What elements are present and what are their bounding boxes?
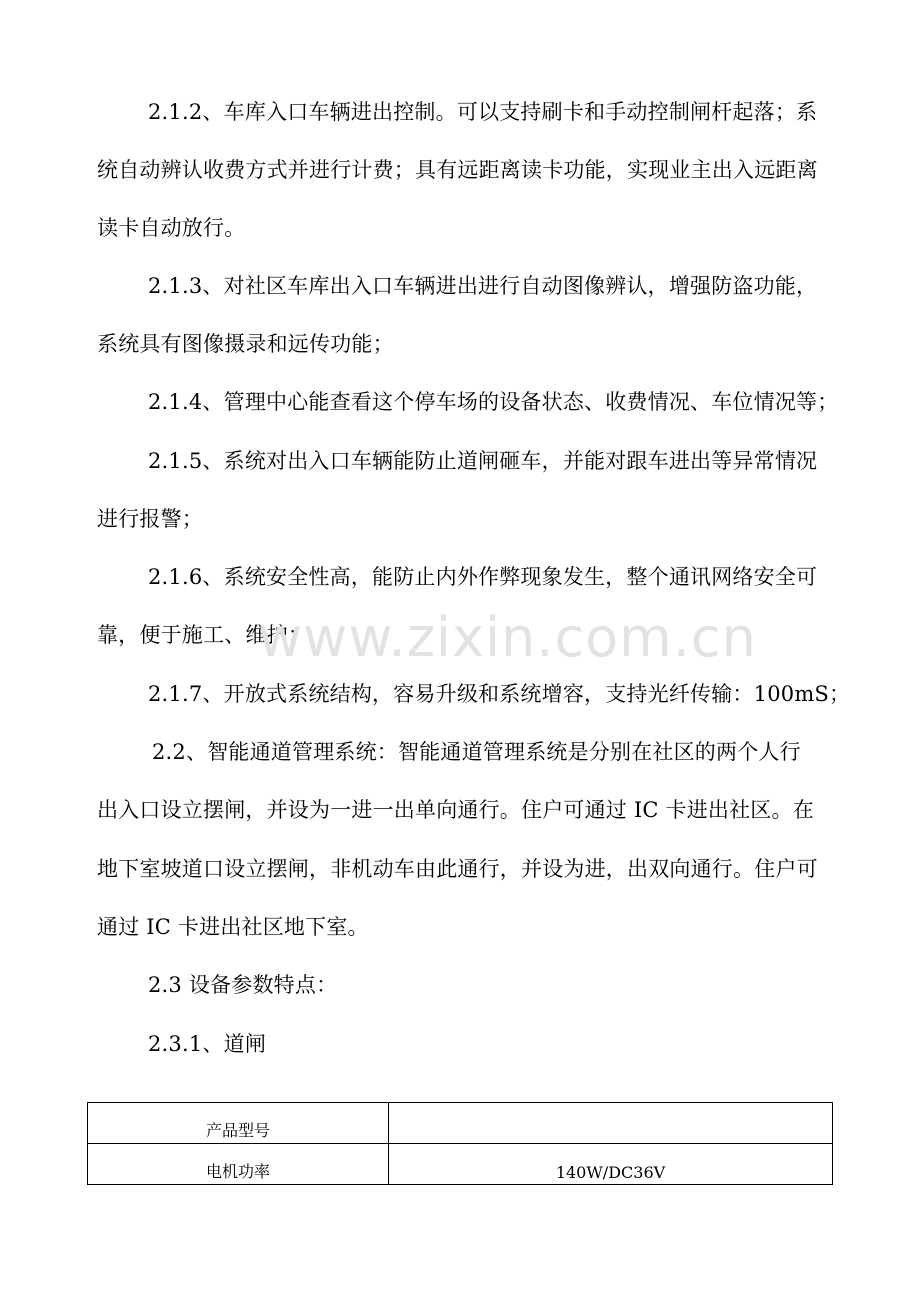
paragraph-line: 2.1.6、系统安全性高，能防止内外作弊现象发生，整个通讯网络安全可: [148, 565, 818, 589]
paragraph-line: 2.1.5、系统对出入口车辆能防止道闸砸车，并能对跟车进出等异常情况: [148, 449, 818, 473]
paragraph-line: 靠，便于施工、维护；: [97, 623, 309, 647]
section-heading: 2.3 设备参数特点：: [148, 973, 338, 997]
paragraph-line: 系统具有图像摄录和远传功能；: [97, 332, 394, 356]
paragraph-line: 读卡自动放行。: [97, 216, 246, 240]
paragraph-line: 2.1.7、开放式系统结构，容易升级和系统增容，支持光纤传输：100mS；: [148, 682, 851, 706]
paragraph-line: 2.1.4、管理中心能查看这个停车场的设备状态、收费情况、车位情况等；: [148, 390, 839, 414]
paragraph-line: 出入口设立摆闸，并设为一进一出单向通行。住户可通过 IC 卡进出社区。在: [97, 798, 814, 822]
table-row: [88, 1103, 833, 1144]
table-cell-label: 产品型号: [88, 1103, 389, 1144]
paragraph-line: 2.1.2、车库入口车辆进出控制。可以支持刷卡和手动控制闸杆起落；系: [148, 100, 818, 124]
table-cell-value: [389, 1103, 833, 1144]
table-row: [88, 1144, 833, 1185]
paragraph-line: 地下室坡道口设立摆闸，非机动车由此通行，并设为进，出双向通行。住户可: [97, 857, 818, 881]
subsection-heading: 2.3.1、道闸: [148, 1032, 267, 1056]
table-cell-label: 电机功率: [88, 1144, 389, 1185]
table-cell-value: 140W/DC36V: [389, 1144, 833, 1185]
spec-table: [87, 1102, 833, 1185]
paragraph-line: 进行报警；: [97, 507, 203, 531]
paragraph-line: 2.1.3、对社区车库出入口车辆进出进行自动图像辨认，增强防盗功能，: [148, 274, 818, 298]
paragraph-line: 统自动辨认收费方式并进行计费；具有远距离读卡功能，实现业主出入远距离: [97, 158, 818, 182]
paragraph-line: 通过 IC 卡进出社区地下室。: [97, 915, 369, 939]
watermark: www.zixin.com.cn: [258, 606, 757, 669]
paragraph-line: 2.2、智能通道管理系统：智能通道管理系统是分别在社区的两个人行: [152, 740, 801, 764]
